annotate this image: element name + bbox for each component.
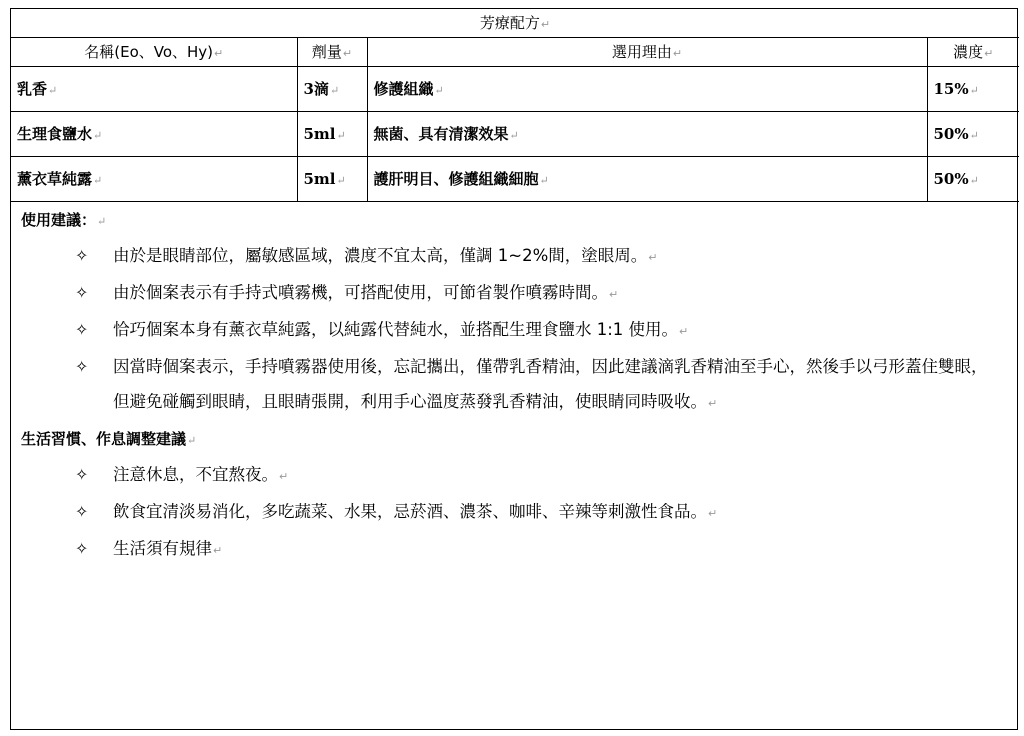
bullet-icon: ✧ [75,356,89,376]
bullet-icon: ✧ [75,245,89,265]
cell-name: 乳香↵ [11,66,297,111]
cell-dose: 5ml↵ [297,156,367,201]
cell-dose: 3滴↵ [297,66,367,111]
usage-list [21,238,1017,421]
cell-name: 薰衣草純露↵ [11,156,297,201]
list-item: ✧ 生活須有規律↵ [21,531,1017,568]
table-header-row [11,37,1019,66]
list-item: ✧ 飲食宜清淡易消化，多吃蔬菜、水果，忌菸酒、濃茶、咖啡、辛辣等刺激性食品。↵ [21,494,1017,531]
lifestyle-list [21,457,1017,568]
list-item: ✧ 因當時個案表示，手持噴霧器使用後，忘記攜出，僅帶乳香精油，因此建議滴乳香精油至手心，然後手以弓形蓋住雙眼，但避免碰觸到眼睛，且眼睛張開，利用手心溫度蒸發乳香精油，使眼睛同時吸收。↵ [21,349,1017,421]
cell-concentration: 50%↵ [927,156,1019,201]
header-concentration: 濃度↵ [927,37,1019,66]
lifestyle-section [11,421,1017,568]
list-item: ✧ 由於是眼睛部位，屬敏感區域，濃度不宜太高，僅調 1~2%間，塗眼周。↵ [21,238,1017,275]
header-reason: 選用理由↵ [367,37,927,66]
header-dose: 劑量↵ [297,37,367,66]
list-item: ✧ 注意休息，不宜熬夜。↵ [21,457,1017,494]
bullet-icon: ✧ [75,464,89,484]
table-row [11,111,1019,156]
header-name: 名稱(Eo、Vo、Hy)↵ [11,37,297,66]
list-item: ✧ 恰巧個案本身有薰衣草純露，以純露代替純水，並搭配生理食鹽水 1:1 使用。↵ [21,312,1017,349]
cell-name: 生理食鹽水↵ [11,111,297,156]
cell-reason: 無菌、具有清潔效果↵ [367,111,927,156]
bullet-icon: ✧ [75,501,89,521]
cell-concentration: 15%↵ [927,66,1019,111]
lifestyle-heading: 生活習慣、作息調整建議↵ [21,429,197,448]
bullet-icon: ✧ [75,538,89,558]
table-row [11,156,1019,201]
table-row [11,66,1019,111]
table-title: 芳療配方↵ [11,9,1019,37]
aromatherapy-recipe-table [11,9,1019,202]
cell-concentration: 50%↵ [927,111,1019,156]
usage-section [11,202,1017,421]
cell-dose: 5ml↵ [297,111,367,156]
cell-reason: 修護組織↵ [367,66,927,111]
bullet-icon: ✧ [75,319,89,339]
bullet-icon: ✧ [75,282,89,302]
cell-reason: 護肝明目、修護組織細胞↵ [367,156,927,201]
usage-heading: 使用建議：↵ [21,210,107,229]
list-item: ✧ 由於個案表示有手持式噴霧機，可搭配使用，可節省製作噴霧時間。↵ [21,275,1017,312]
document-page [10,8,1018,730]
table-title-row [11,9,1019,37]
